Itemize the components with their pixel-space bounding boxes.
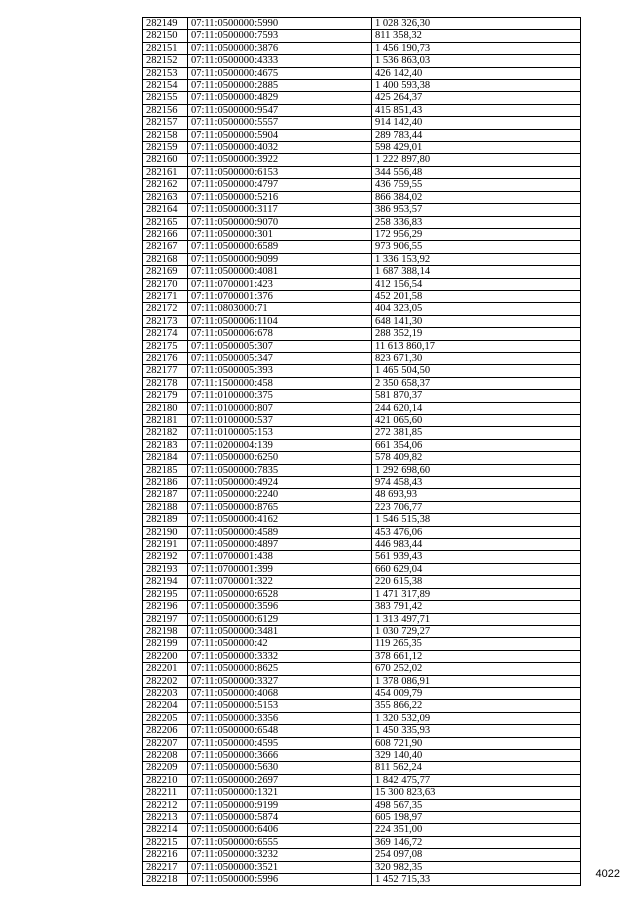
value-cell: 608 721,90 bbox=[372, 737, 581, 749]
value-cell: 605 198,97 bbox=[372, 812, 581, 824]
row-number-cell: 282218 bbox=[143, 874, 188, 886]
cadastral-number-cell: 07:11:0500005:347 bbox=[188, 352, 372, 364]
value-cell: 1 456 190,73 bbox=[372, 42, 581, 54]
cadastral-number-cell: 07:11:0500000:9199 bbox=[188, 799, 372, 811]
table-row bbox=[143, 452, 581, 464]
row-number-cell: 282197 bbox=[143, 613, 188, 625]
row-number-cell: 282217 bbox=[143, 861, 188, 873]
cadastral-number-cell: 07:11:0500000:42 bbox=[188, 638, 372, 650]
row-number-cell: 282159 bbox=[143, 142, 188, 154]
table-row bbox=[143, 191, 581, 203]
row-number-cell: 282187 bbox=[143, 489, 188, 501]
row-number-cell: 282153 bbox=[143, 67, 188, 79]
cadastral-number-cell: 07:11:0500000:3232 bbox=[188, 849, 372, 861]
cadastral-number-cell: 07:11:0500000:7835 bbox=[188, 464, 372, 476]
cadastral-number-cell: 07:11:0500000:9070 bbox=[188, 216, 372, 228]
value-cell: 378 661,12 bbox=[372, 650, 581, 662]
value-cell: 974 458,43 bbox=[372, 477, 581, 489]
cadastral-number-cell: 07:11:0700001:438 bbox=[188, 551, 372, 563]
row-number-cell: 282182 bbox=[143, 427, 188, 439]
cadastral-number-cell: 07:11:0803000:71 bbox=[188, 303, 372, 315]
row-number-cell: 282170 bbox=[143, 278, 188, 290]
cadastral-number-cell: 07:11:0500000:4924 bbox=[188, 477, 372, 489]
cadastral-number-cell: 07:11:0200004:139 bbox=[188, 439, 372, 451]
row-number-cell: 282154 bbox=[143, 80, 188, 92]
value-cell: 660 629,04 bbox=[372, 563, 581, 575]
value-cell: 220 615,38 bbox=[372, 576, 581, 588]
row-number-cell: 282158 bbox=[143, 129, 188, 141]
value-cell: 1 030 729,27 bbox=[372, 625, 581, 637]
value-cell: 866 384,02 bbox=[372, 191, 581, 203]
value-cell: 48 693,93 bbox=[372, 489, 581, 501]
value-cell: 454 009,79 bbox=[372, 687, 581, 699]
table-row bbox=[143, 563, 581, 575]
cadastral-number-cell: 07:11:0500000:3327 bbox=[188, 675, 372, 687]
value-cell: 498 567,35 bbox=[372, 799, 581, 811]
row-number-cell: 282156 bbox=[143, 104, 188, 116]
row-number-cell: 282161 bbox=[143, 166, 188, 178]
cadastral-number-cell: 07:11:0500000:3922 bbox=[188, 154, 372, 166]
cadastral-number-cell: 07:11:0500000:4333 bbox=[188, 55, 372, 67]
table-row bbox=[143, 514, 581, 526]
value-cell: 421 065,60 bbox=[372, 415, 581, 427]
row-number-cell: 282171 bbox=[143, 290, 188, 302]
cadastral-number-cell: 07:11:0500000:1321 bbox=[188, 787, 372, 799]
table-row bbox=[143, 526, 581, 538]
table-row bbox=[143, 328, 581, 340]
value-cell: 386 953,57 bbox=[372, 204, 581, 216]
value-cell: 581 870,37 bbox=[372, 390, 581, 402]
row-number-cell: 282175 bbox=[143, 340, 188, 352]
cadastral-number-cell: 07:11:0500000:5216 bbox=[188, 191, 372, 203]
cadastral-number-cell: 07:11:0500000:4032 bbox=[188, 142, 372, 154]
value-cell: 288 352,19 bbox=[372, 328, 581, 340]
row-number-cell: 282214 bbox=[143, 824, 188, 836]
cadastral-number-cell: 07:11:0500000:9099 bbox=[188, 253, 372, 265]
table-row bbox=[143, 774, 581, 786]
value-cell: 811 358,32 bbox=[372, 30, 581, 42]
value-cell: 223 706,77 bbox=[372, 501, 581, 513]
table-row bbox=[143, 737, 581, 749]
cadastral-number-cell: 07:11:0500000:2240 bbox=[188, 489, 372, 501]
value-cell: 426 142,40 bbox=[372, 67, 581, 79]
cadastral-number-cell: 07:11:0500000:6589 bbox=[188, 241, 372, 253]
value-cell: 446 983,44 bbox=[372, 539, 581, 551]
table-row bbox=[143, 551, 581, 563]
cadastral-number-cell: 07:11:0500000:3356 bbox=[188, 712, 372, 724]
cadastral-number-cell: 07:11:0500000:4081 bbox=[188, 266, 372, 278]
row-number-cell: 282155 bbox=[143, 92, 188, 104]
cadastral-number-cell: 07:11:0500000:8625 bbox=[188, 663, 372, 675]
cadastral-number-cell: 07:11:0500000:5996 bbox=[188, 874, 372, 886]
row-number-cell: 282160 bbox=[143, 154, 188, 166]
row-number-cell: 282150 bbox=[143, 30, 188, 42]
cadastral-number-cell: 07:11:0500000:5990 bbox=[188, 18, 372, 30]
cadastral-number-cell: 07:11:0500000:6528 bbox=[188, 588, 372, 600]
table-row bbox=[143, 204, 581, 216]
value-cell: 1 313 497,71 bbox=[372, 613, 581, 625]
row-number-cell: 282213 bbox=[143, 812, 188, 824]
value-cell: 383 791,42 bbox=[372, 601, 581, 613]
table-row bbox=[143, 241, 581, 253]
value-cell: 914 142,40 bbox=[372, 117, 581, 129]
value-cell: 1 452 715,33 bbox=[372, 874, 581, 886]
value-cell: 272 381,85 bbox=[372, 427, 581, 439]
table-row bbox=[143, 80, 581, 92]
table-row bbox=[143, 861, 581, 873]
cadastral-number-cell: 07:11:0700001:322 bbox=[188, 576, 372, 588]
cadastral-number-cell: 07:11:0500000:4797 bbox=[188, 179, 372, 191]
row-number-cell: 282149 bbox=[143, 18, 188, 30]
table-row bbox=[143, 390, 581, 402]
value-cell: 1 400 593,38 bbox=[372, 80, 581, 92]
value-cell: 254 097,08 bbox=[372, 849, 581, 861]
cadastral-value-table bbox=[142, 17, 581, 886]
cadastral-number-cell: 07:11:0500000:2697 bbox=[188, 774, 372, 786]
row-number-cell: 282215 bbox=[143, 836, 188, 848]
table-row bbox=[143, 836, 581, 848]
table-row bbox=[143, 92, 581, 104]
value-cell: 289 783,44 bbox=[372, 129, 581, 141]
table-row bbox=[143, 787, 581, 799]
row-number-cell: 282191 bbox=[143, 539, 188, 551]
value-cell: 1 320 532,09 bbox=[372, 712, 581, 724]
row-number-cell: 282208 bbox=[143, 749, 188, 761]
table-row bbox=[143, 501, 581, 513]
row-number-cell: 282190 bbox=[143, 526, 188, 538]
value-cell: 172 956,29 bbox=[372, 228, 581, 240]
value-cell: 404 323,05 bbox=[372, 303, 581, 315]
row-number-cell: 282196 bbox=[143, 601, 188, 613]
page-number: 4022 bbox=[595, 868, 620, 880]
table-row bbox=[143, 663, 581, 675]
cadastral-number-cell: 07:11:0500006:678 bbox=[188, 328, 372, 340]
row-number-cell: 282209 bbox=[143, 762, 188, 774]
table-row bbox=[143, 228, 581, 240]
value-cell: 258 336,83 bbox=[372, 216, 581, 228]
row-number-cell: 282205 bbox=[143, 712, 188, 724]
row-number-cell: 282200 bbox=[143, 650, 188, 662]
value-cell: 1 842 475,77 bbox=[372, 774, 581, 786]
cadastral-number-cell: 07:11:0500000:3521 bbox=[188, 861, 372, 873]
value-cell: 369 146,72 bbox=[372, 836, 581, 848]
table-body bbox=[143, 18, 581, 886]
table-row bbox=[143, 55, 581, 67]
table-row bbox=[143, 377, 581, 389]
row-number-cell: 282216 bbox=[143, 849, 188, 861]
cadastral-number-cell: 07:11:0500000:6406 bbox=[188, 824, 372, 836]
table-row bbox=[143, 352, 581, 364]
value-cell: 648 141,30 bbox=[372, 315, 581, 327]
row-number-cell: 282164 bbox=[143, 204, 188, 216]
table-row bbox=[143, 104, 581, 116]
value-cell: 1 292 698,60 bbox=[372, 464, 581, 476]
row-number-cell: 282192 bbox=[143, 551, 188, 563]
value-cell: 1 471 317,89 bbox=[372, 588, 581, 600]
table-row bbox=[143, 675, 581, 687]
table-row bbox=[143, 154, 581, 166]
row-number-cell: 282210 bbox=[143, 774, 188, 786]
value-cell: 412 156,54 bbox=[372, 278, 581, 290]
row-number-cell: 282201 bbox=[143, 663, 188, 675]
row-number-cell: 282168 bbox=[143, 253, 188, 265]
cadastral-number-cell: 07:11:0500000:4897 bbox=[188, 539, 372, 551]
table-row bbox=[143, 601, 581, 613]
table-row bbox=[143, 477, 581, 489]
row-number-cell: 282211 bbox=[143, 787, 188, 799]
table-row bbox=[143, 142, 581, 154]
cadastral-number-cell: 07:11:0500000:3481 bbox=[188, 625, 372, 637]
table-row bbox=[143, 625, 581, 637]
table-row bbox=[143, 712, 581, 724]
value-cell: 578 409,82 bbox=[372, 452, 581, 464]
cadastral-number-cell: 07:11:0500005:393 bbox=[188, 365, 372, 377]
value-cell: 329 140,40 bbox=[372, 749, 581, 761]
table-row bbox=[143, 613, 581, 625]
cadastral-number-cell: 07:11:0500000:301 bbox=[188, 228, 372, 240]
table-row bbox=[143, 30, 581, 42]
cadastral-number-cell: 07:11:0500000:5630 bbox=[188, 762, 372, 774]
row-number-cell: 282198 bbox=[143, 625, 188, 637]
table-row bbox=[143, 874, 581, 886]
value-cell: 811 562,24 bbox=[372, 762, 581, 774]
value-cell: 1 450 335,93 bbox=[372, 725, 581, 737]
cadastral-number-cell: 07:11:0100005:153 bbox=[188, 427, 372, 439]
table-row bbox=[143, 18, 581, 30]
value-cell: 1 378 086,91 bbox=[372, 675, 581, 687]
cadastral-number-cell: 07:11:0500000:4595 bbox=[188, 737, 372, 749]
row-number-cell: 282172 bbox=[143, 303, 188, 315]
table-row bbox=[143, 439, 581, 451]
table-row bbox=[143, 315, 581, 327]
value-cell: 823 671,30 bbox=[372, 352, 581, 364]
cadastral-number-cell: 07:11:0500000:3332 bbox=[188, 650, 372, 662]
value-cell: 452 201,58 bbox=[372, 290, 581, 302]
row-number-cell: 282204 bbox=[143, 700, 188, 712]
value-cell: 973 906,55 bbox=[372, 241, 581, 253]
value-cell: 224 351,00 bbox=[372, 824, 581, 836]
table-row bbox=[143, 253, 581, 265]
table-row bbox=[143, 588, 581, 600]
value-cell: 1 465 504,50 bbox=[372, 365, 581, 377]
cadastral-number-cell: 07:11:0500000:4675 bbox=[188, 67, 372, 79]
cadastral-number-cell: 07:11:0500000:2885 bbox=[188, 80, 372, 92]
cadastral-number-cell: 07:11:0500000:6250 bbox=[188, 452, 372, 464]
value-cell: 320 982,35 bbox=[372, 861, 581, 873]
value-cell: 670 252,02 bbox=[372, 663, 581, 675]
cadastral-number-cell: 07:11:0100000:375 bbox=[188, 390, 372, 402]
row-number-cell: 282179 bbox=[143, 390, 188, 402]
value-cell: 1 222 897,80 bbox=[372, 154, 581, 166]
value-cell: 1 536 863,03 bbox=[372, 55, 581, 67]
value-cell: 355 866,22 bbox=[372, 700, 581, 712]
row-number-cell: 282151 bbox=[143, 42, 188, 54]
row-number-cell: 282173 bbox=[143, 315, 188, 327]
table-row bbox=[143, 42, 581, 54]
cadastral-number-cell: 07:11:0700001:399 bbox=[188, 563, 372, 575]
value-cell: 15 300 823,63 bbox=[372, 787, 581, 799]
table-row bbox=[143, 539, 581, 551]
value-cell: 1 546 515,38 bbox=[372, 514, 581, 526]
table-row bbox=[143, 290, 581, 302]
table-row bbox=[143, 725, 581, 737]
row-number-cell: 282152 bbox=[143, 55, 188, 67]
cadastral-number-cell: 07:11:0500000:5557 bbox=[188, 117, 372, 129]
cadastral-number-cell: 07:11:0500000:3596 bbox=[188, 601, 372, 613]
value-cell: 436 759,55 bbox=[372, 179, 581, 191]
row-number-cell: 282199 bbox=[143, 638, 188, 650]
table-row bbox=[143, 166, 581, 178]
cadastral-number-cell: 07:11:0100000:537 bbox=[188, 415, 372, 427]
row-number-cell: 282203 bbox=[143, 687, 188, 699]
value-cell: 425 264,37 bbox=[372, 92, 581, 104]
row-number-cell: 282178 bbox=[143, 377, 188, 389]
cadastral-number-cell: 07:11:0100000:807 bbox=[188, 402, 372, 414]
row-number-cell: 282174 bbox=[143, 328, 188, 340]
value-cell: 119 265,35 bbox=[372, 638, 581, 650]
row-number-cell: 282194 bbox=[143, 576, 188, 588]
row-number-cell: 282212 bbox=[143, 799, 188, 811]
cadastral-number-cell: 07:11:0700001:376 bbox=[188, 290, 372, 302]
table-row bbox=[143, 489, 581, 501]
table-row bbox=[143, 415, 581, 427]
table-row bbox=[143, 576, 581, 588]
row-number-cell: 282177 bbox=[143, 365, 188, 377]
cadastral-number-cell: 07:11:0500005:307 bbox=[188, 340, 372, 352]
value-cell: 11 613 860,17 bbox=[372, 340, 581, 352]
table-row bbox=[143, 427, 581, 439]
cadastral-number-cell: 07:11:0500000:9547 bbox=[188, 104, 372, 116]
table-row bbox=[143, 812, 581, 824]
cadastral-number-cell: 07:11:0500000:4162 bbox=[188, 514, 372, 526]
value-cell: 1 687 388,14 bbox=[372, 266, 581, 278]
row-number-cell: 282186 bbox=[143, 477, 188, 489]
cadastral-number-cell: 07:11:0500000:3117 bbox=[188, 204, 372, 216]
table-row bbox=[143, 849, 581, 861]
cadastral-number-cell: 07:11:0700001:423 bbox=[188, 278, 372, 290]
row-number-cell: 282165 bbox=[143, 216, 188, 228]
row-number-cell: 282183 bbox=[143, 439, 188, 451]
table-row bbox=[143, 799, 581, 811]
row-number-cell: 282188 bbox=[143, 501, 188, 513]
table-row bbox=[143, 762, 581, 774]
row-number-cell: 282162 bbox=[143, 179, 188, 191]
table-row bbox=[143, 824, 581, 836]
value-cell: 344 556,48 bbox=[372, 166, 581, 178]
table-row bbox=[143, 266, 581, 278]
cadastral-number-cell: 07:11:0500000:5153 bbox=[188, 700, 372, 712]
table-row bbox=[143, 117, 581, 129]
cadastral-number-cell: 07:11:0500000:3666 bbox=[188, 749, 372, 761]
row-number-cell: 282180 bbox=[143, 402, 188, 414]
cadastral-number-cell: 07:11:0500000:4829 bbox=[188, 92, 372, 104]
table-row bbox=[143, 650, 581, 662]
row-number-cell: 282185 bbox=[143, 464, 188, 476]
row-number-cell: 282163 bbox=[143, 191, 188, 203]
value-cell: 1 028 326,30 bbox=[372, 18, 581, 30]
row-number-cell: 282193 bbox=[143, 563, 188, 575]
table-row bbox=[143, 464, 581, 476]
row-number-cell: 282169 bbox=[143, 266, 188, 278]
table-row bbox=[143, 303, 581, 315]
table-row bbox=[143, 67, 581, 79]
cadastral-number-cell: 07:11:0500006:1104 bbox=[188, 315, 372, 327]
cadastral-number-cell: 07:11:1500000:458 bbox=[188, 377, 372, 389]
value-cell: 415 851,43 bbox=[372, 104, 581, 116]
row-number-cell: 282167 bbox=[143, 241, 188, 253]
value-cell: 561 939,43 bbox=[372, 551, 581, 563]
row-number-cell: 282202 bbox=[143, 675, 188, 687]
table-row bbox=[143, 749, 581, 761]
cadastral-number-cell: 07:11:0500000:7593 bbox=[188, 30, 372, 42]
cadastral-number-cell: 07:11:0500000:8765 bbox=[188, 501, 372, 513]
table-row bbox=[143, 278, 581, 290]
cadastral-number-cell: 07:11:0500000:6129 bbox=[188, 613, 372, 625]
table-row bbox=[143, 340, 581, 352]
value-cell: 661 354,06 bbox=[372, 439, 581, 451]
cadastral-number-cell: 07:11:0500000:6153 bbox=[188, 166, 372, 178]
row-number-cell: 282189 bbox=[143, 514, 188, 526]
row-number-cell: 282166 bbox=[143, 228, 188, 240]
cadastral-number-cell: 07:11:0500000:3876 bbox=[188, 42, 372, 54]
row-number-cell: 282207 bbox=[143, 737, 188, 749]
table-row bbox=[143, 129, 581, 141]
row-number-cell: 282176 bbox=[143, 352, 188, 364]
row-number-cell: 282206 bbox=[143, 725, 188, 737]
table-row bbox=[143, 402, 581, 414]
cadastral-number-cell: 07:11:0500000:4589 bbox=[188, 526, 372, 538]
cadastral-number-cell: 07:11:0500000:6555 bbox=[188, 836, 372, 848]
table-row bbox=[143, 700, 581, 712]
table-row bbox=[143, 216, 581, 228]
value-cell: 598 429,01 bbox=[372, 142, 581, 154]
table-row bbox=[143, 638, 581, 650]
cadastral-number-cell: 07:11:0500000:4068 bbox=[188, 687, 372, 699]
value-cell: 2 350 658,37 bbox=[372, 377, 581, 389]
cadastral-number-cell: 07:11:0500000:5874 bbox=[188, 812, 372, 824]
cadastral-number-cell: 07:11:0500000:5904 bbox=[188, 129, 372, 141]
table-row bbox=[143, 179, 581, 191]
row-number-cell: 282195 bbox=[143, 588, 188, 600]
row-number-cell: 282184 bbox=[143, 452, 188, 464]
table-row bbox=[143, 365, 581, 377]
value-cell: 1 336 153,92 bbox=[372, 253, 581, 265]
cadastral-number-cell: 07:11:0500000:6548 bbox=[188, 725, 372, 737]
row-number-cell: 282181 bbox=[143, 415, 188, 427]
table-row bbox=[143, 687, 581, 699]
value-cell: 244 620,14 bbox=[372, 402, 581, 414]
row-number-cell: 282157 bbox=[143, 117, 188, 129]
value-cell: 453 476,06 bbox=[372, 526, 581, 538]
